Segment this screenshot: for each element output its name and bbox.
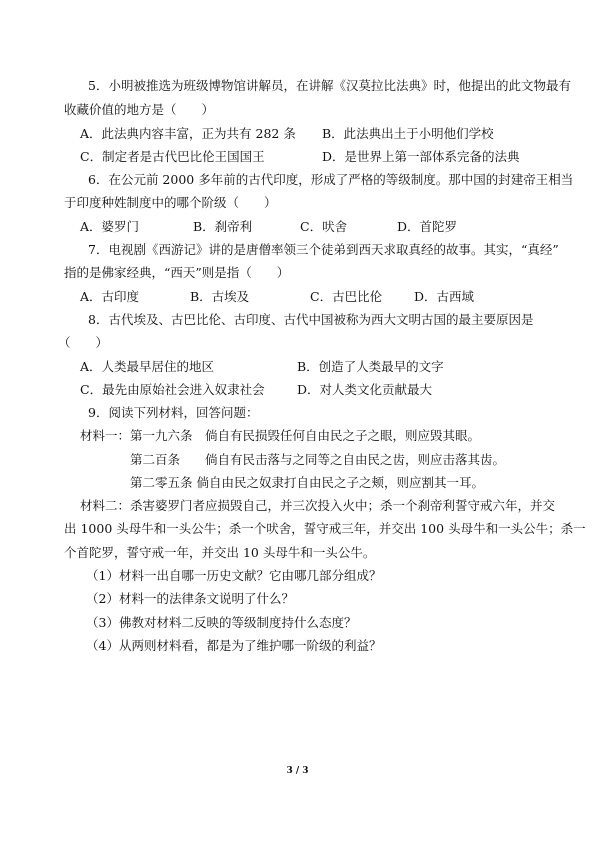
q6-stem-line1: 6．在公元前 2000 多年前的古代印度，形成了严格的等级制度。那中国的封建帝王相当 xyxy=(88,172,574,187)
q8-option-d: D．对人类文化贡献最大 xyxy=(297,382,433,397)
q6-option-c: C．吠舍 xyxy=(300,219,348,234)
q9-material2-line1: 材料二：杀害婆罗门者应损毁自己，并三次投入火中；杀一个刹帝利誓守戒六年，并交 xyxy=(80,498,556,513)
q8-option-c: C．最先由原始社会进入奴隶社会 xyxy=(80,382,265,397)
q8-option-b: B．创造了人类最早的文字 xyxy=(297,359,444,374)
q8-stem-line1: 8．古代埃及、古巴比伦、古印度、古代中国被称为西大文明古国的最主要原因是 xyxy=(88,312,534,327)
q9-question-1: （1）材料一出自哪一历史文献？它由哪几部分组成？ xyxy=(86,568,382,583)
q7-option-c: C．古巴比伦 xyxy=(310,289,383,304)
q7-stem-line1: 7．电视剧《西游记》讲的是唐僧率领三个徒弟到西天求取真经的故事。其实，“真经” xyxy=(88,242,559,257)
q7-option-d: D．古西域 xyxy=(414,289,475,304)
q5-stem-line2: 收藏价值的地方是（ ） xyxy=(64,102,215,117)
q9-question-3: （3）佛教对材料二反映的等级制度持什么态度？ xyxy=(86,615,357,630)
q9-question-4: （4）从两则材料看，都是为了维护哪一阶级的利益？ xyxy=(86,638,382,653)
q7-option-b: B．古埃及 xyxy=(190,289,250,304)
q9-material1-line2: 第二百条 倘自有民击落与之同等之自由民之齿，则应击落其齿。 xyxy=(130,452,506,467)
q9-question-2: （2）材料一的法律条文说明了什么？ xyxy=(86,591,294,606)
page-number: 3 / 3 xyxy=(286,766,309,776)
q5-stem-line1: 5．小明被推选为班级博物馆讲解员，在讲解《汉莫拉比法典》时，他提出的此文物最有 xyxy=(88,78,571,93)
q6-option-a: A．婆罗门 xyxy=(80,219,140,234)
q9-material1-line1: 材料一：第一九六条 倘自有民损毁任何自由民之子之眼，则应毁其眼。 xyxy=(80,428,481,443)
q6-stem-line2: 于印度种姓制度中的哪个阶级（ ） xyxy=(64,195,277,210)
q8-stem-line2: （ ） xyxy=(58,335,109,350)
q6-option-b: B．刹帝利 xyxy=(193,219,253,234)
q7-option-a: A．古印度 xyxy=(80,289,140,304)
q9-material2-line2: 出 1000 头母牛和一头公牛；杀一个吠舍，誓守戒三年，并交出 100 头母牛和一头公牛；杀一 xyxy=(64,521,586,536)
q9-material2-line3: 个首陀罗，誓守戒一年，并交出 10 头母牛和一头公牛。 xyxy=(64,545,376,560)
q5-option-a: A．此法典内容丰富，正为共有 282 条 xyxy=(80,126,296,141)
q5-option-b: B．此法典出土于小明他们学校 xyxy=(322,126,494,141)
q8-option-a: A．人类最早居住的地区 xyxy=(80,359,215,374)
q5-option-d: D．是世界上第一部体系完备的法典 xyxy=(322,149,520,164)
q9-stem: 9．阅读下列材料，回答问题： xyxy=(88,405,259,420)
q6-option-d: D．首陀罗 xyxy=(397,219,458,234)
q9-material1-line3: 第二零五条 倘自由民之奴隶打自由民之子之颊，则应割其一耳。 xyxy=(130,475,484,490)
q5-option-c: C．制定者是古代巴比伦王国国王 xyxy=(80,149,265,164)
q7-stem-line2: 指的是佛家经典，“西天”则是指（ ） xyxy=(64,265,290,280)
